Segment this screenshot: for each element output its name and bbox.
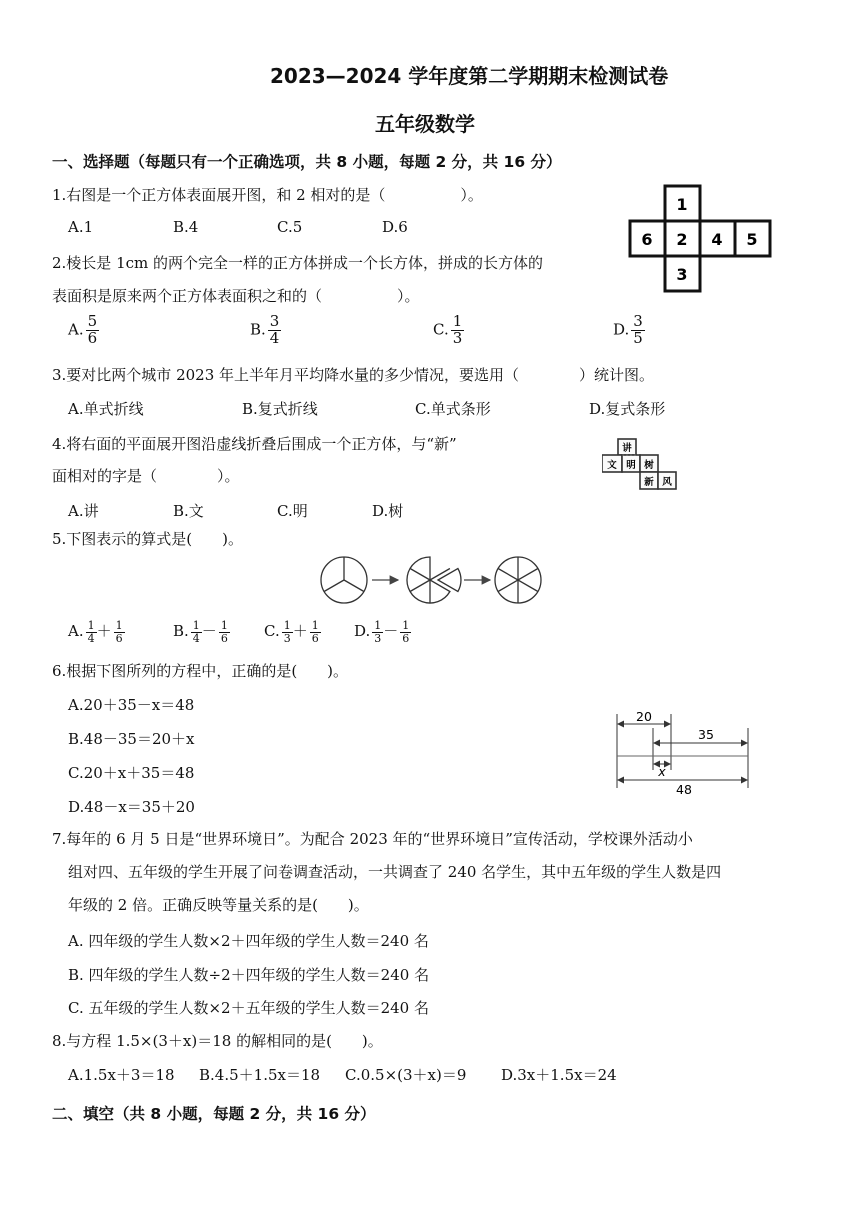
q1-cube-net-figure: [628, 184, 773, 294]
q3-option-c[interactable]: C.单式条形: [415, 400, 491, 418]
char-face-xin: 新: [644, 477, 654, 488]
q5-fraction-circles-figure: [318, 552, 548, 608]
q2-option-a[interactable]: A. $\frac{5}{6}$: [68, 312, 98, 347]
q6-option-a[interactable]: A.20＋35－x＝48: [68, 696, 195, 714]
q2-option-b[interactable]: B. $\frac{3}{4}$: [250, 312, 280, 347]
net-face-4: 4: [711, 230, 723, 249]
q1-option-d[interactable]: D.6: [382, 218, 408, 236]
q3-option-d[interactable]: D.复式条形: [589, 400, 666, 418]
net-face-6: 6: [641, 230, 653, 249]
question-6-text: 6.根据下图所列的方程中，正确的是( )。: [52, 662, 349, 680]
label-x: x: [658, 764, 666, 779]
q5-option-b[interactable]: B. $\frac{1}{4}$ － $\frac{1}{6}$: [173, 619, 228, 645]
question-7-line1: 7.每年的 6 月 5 日是“世界环境日”。为配合 2023 年的“世界环境日”宣传活动，学校课外活动小: [52, 830, 693, 848]
net-face-5: 5: [746, 230, 758, 249]
q7-option-b[interactable]: B. 四年级的学生人数÷2＋四年级的学生人数＝240 名: [68, 966, 430, 984]
label-48: 48: [676, 782, 692, 796]
circle-sixths-with-removed-piece: [407, 557, 461, 603]
char-face-shu: 树: [644, 460, 654, 471]
question-4-line1: 4.将右面的平面展开图沿虚线折叠后围成一个正方体，与“新”: [52, 435, 457, 453]
circle-thirds: [321, 557, 367, 603]
label-35: 35: [698, 727, 714, 742]
char-face-jiang: 讲: [622, 443, 632, 454]
q4-option-b[interactable]: B.文: [173, 502, 204, 520]
q6-option-d[interactable]: D.48－x＝35＋20: [68, 798, 195, 816]
q7-option-c[interactable]: C. 五年级的学生人数×2＋五年级的学生人数＝240 名: [68, 999, 429, 1017]
q1-option-c[interactable]: C.5: [277, 218, 303, 236]
question-2-line1: 2.棱长是 1cm 的两个完全一样的正方体拼成一个长方体，拼成的长方体的: [52, 254, 544, 272]
question-4-line2: 面相对的字是（ ）。: [52, 467, 240, 485]
q5-option-d[interactable]: D. $\frac{1}{3}$ － $\frac{1}{6}$: [354, 619, 410, 645]
q3-option-b[interactable]: B.复式折线: [242, 400, 318, 418]
label-20: 20: [636, 709, 652, 724]
section-heading-choice: 一、选择题（每题只有一个正确选项，共 8 小题，每题 2 分，共 16 分）: [52, 153, 562, 171]
q2-option-c[interactable]: C. $\frac{1}{3}$: [433, 312, 463, 347]
net-face-2: 2: [676, 230, 688, 249]
q5-option-c[interactable]: C. $\frac{1}{3}$ ＋ $\frac{1}{6}$: [264, 619, 319, 645]
q3-option-a[interactable]: A.单式折线: [68, 400, 144, 418]
question-7-line2: 组对四、五年级的学生开展了问卷调查活动，一共调查了 240 名学生，其中五年级的学生人数是四: [68, 863, 722, 881]
q7-option-a[interactable]: A. 四年级的学生人数×2＋四年级的学生人数＝240 名: [68, 932, 429, 950]
q1-option-a[interactable]: A.1: [68, 218, 94, 236]
q1-option-b[interactable]: B.4: [173, 218, 199, 236]
question-3-text: 3.要对比两个城市 2023 年上半年月平均降水量的多少情况，要选用（ ）统计图。: [52, 366, 655, 384]
net-face-3: 3: [676, 265, 688, 284]
circle-sixths: [495, 557, 541, 603]
page-title: 2023—2024 学年度第二学期期末检测试卷: [270, 64, 669, 88]
page-subtitle: 五年级数学: [375, 112, 475, 136]
net-face-1: 1: [676, 195, 688, 214]
question-2-line2: 表面积是原来两个正方体表面积之和的（ ）。: [52, 287, 420, 305]
q8-option-a[interactable]: A.1.5x＋3＝18: [68, 1066, 175, 1084]
q8-option-b[interactable]: B.4.5＋1.5x＝18: [199, 1066, 321, 1084]
q6-option-b[interactable]: B.48－35＝20＋x: [68, 730, 195, 748]
q5-option-a[interactable]: A. $\frac{1}{4}$ ＋ $\frac{1}{6}$: [68, 619, 123, 645]
q2-option-d[interactable]: D. $\frac{3}{5}$: [613, 312, 643, 347]
char-face-wen: 文: [607, 460, 617, 471]
q8-option-d[interactable]: D.3x＋1.5x＝24: [501, 1066, 617, 1084]
q6-segment-diagram: [612, 708, 757, 796]
q4-option-a[interactable]: A.讲: [68, 502, 99, 520]
q4-option-c[interactable]: C.明: [277, 502, 308, 520]
char-face-feng: 风: [662, 477, 672, 488]
question-8-text: 8.与方程 1.5×(3＋x)＝18 的解相同的是( )。: [52, 1032, 383, 1050]
section-heading-fill-in: 二、填空（共 8 小题，每题 2 分，共 16 分）: [52, 1105, 376, 1123]
q6-option-c[interactable]: C.20＋x＋35＝48: [68, 764, 195, 782]
question-7-line3: 年级的 2 倍。正确反映等量关系的是( )。: [68, 896, 369, 914]
q4-option-d[interactable]: D.树: [372, 502, 404, 520]
char-face-ming: 明: [626, 460, 636, 471]
question-1-text: 1.右图是一个正方体表面展开图，和 2 相对的是（ ）。: [52, 186, 483, 204]
q4-character-net-figure: [602, 437, 680, 491]
q8-option-c[interactable]: C.0.5×(3＋x)＝9: [345, 1066, 467, 1084]
question-5-text: 5.下图表示的算式是( )。: [52, 530, 244, 548]
